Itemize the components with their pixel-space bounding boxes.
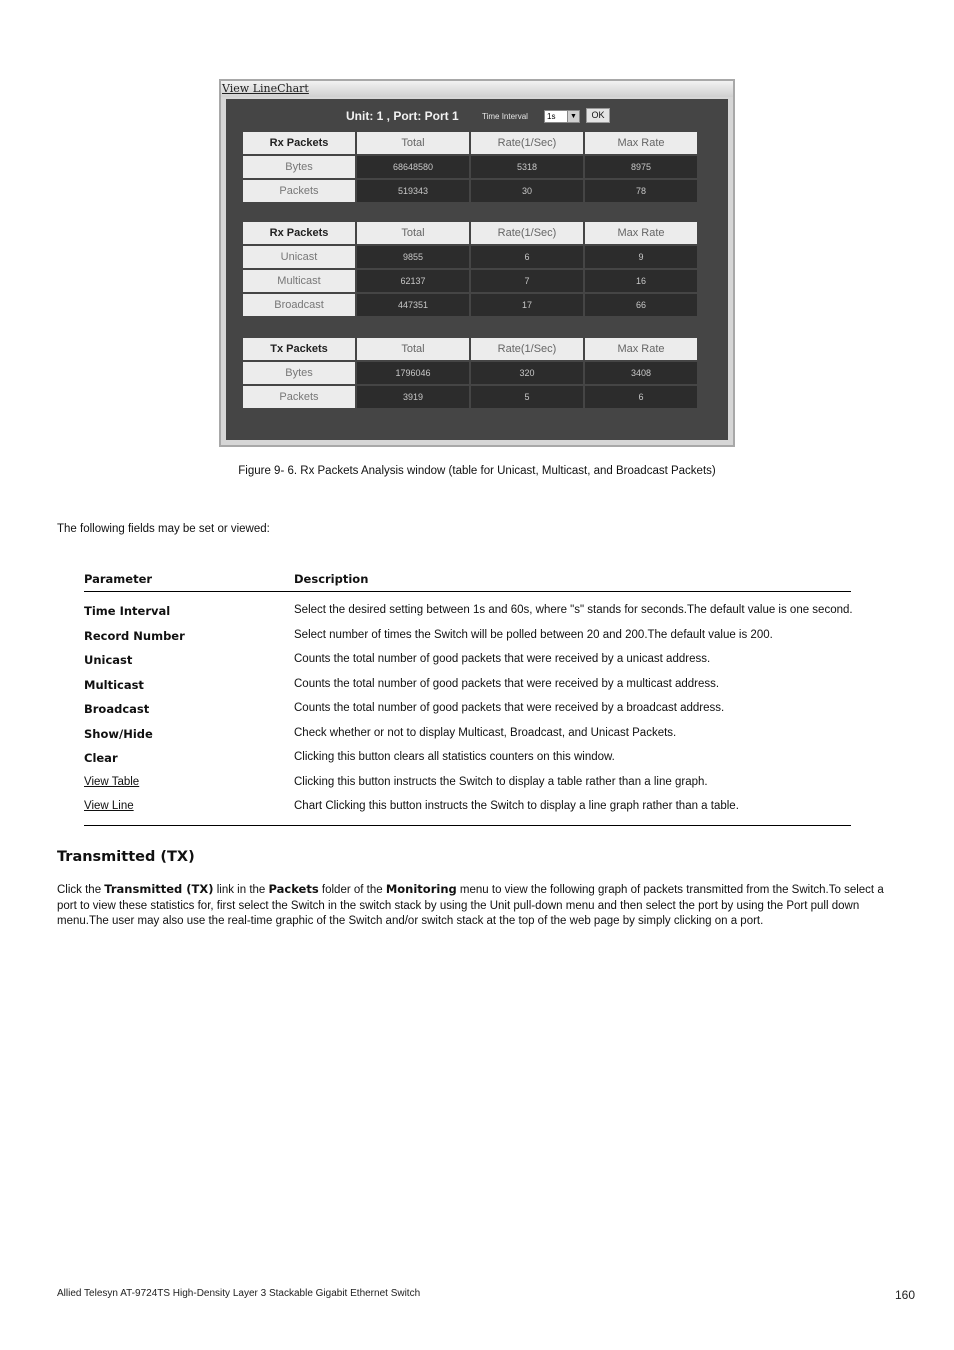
param-desc: Select number of times the Switch will be polled between 20 and 200.The default value is 200.: [294, 628, 773, 641]
rate-value: 5318: [471, 156, 583, 178]
header-cell: Total: [357, 222, 469, 244]
total-value: 447351: [357, 294, 469, 316]
header-cell: Rate(1/Sec): [471, 338, 583, 360]
header-cell: Rx Packets: [243, 132, 355, 154]
row-label: Packets: [243, 180, 355, 202]
table-header-row: [243, 338, 697, 360]
table-row: [84, 796, 851, 821]
param-name: Unicast: [84, 653, 133, 667]
chevron-down-icon[interactable]: ▼: [567, 111, 579, 122]
para-bold: Monitoring: [385, 882, 457, 896]
header-cell: Rate(1/Sec): [471, 132, 583, 154]
para-text: menu to view the following graph of packets transmitted from the Switch.To select a port to view these statistics for, first select the Switch in the switch stack by using the Unit pull-down menu and then select the port by using the Port pull down menu.The user may also use the real-time graphic of the Switch and/or switch stack at the top of the web page by simply clicking on a port.: [57, 884, 884, 928]
table-row: [243, 156, 697, 178]
header-cell: Rx Packets: [243, 222, 355, 244]
header-cell: Max Rate: [585, 132, 697, 154]
param-name: Clear: [84, 751, 118, 765]
row-label: Packets: [243, 386, 355, 408]
table-row: [84, 772, 851, 797]
row-label: Bytes: [243, 156, 355, 178]
parameter-rows: [84, 592, 851, 826]
max-rate-value: 16: [585, 270, 697, 292]
table-header-row: [243, 222, 697, 244]
time-interval-value: 1s: [547, 112, 556, 121]
para-text: folder of the: [318, 884, 386, 896]
table-row: [84, 649, 851, 674]
row-label: Unicast: [243, 246, 355, 268]
header-cell: Total: [357, 132, 469, 154]
rate-value: 320: [471, 362, 583, 384]
header-cell: Tx Packets: [243, 338, 355, 360]
max-rate-value: 9: [585, 246, 697, 268]
time-interval-select[interactable]: [544, 110, 580, 123]
rx-cast-table: [241, 220, 699, 318]
header-cell: Max Rate: [585, 222, 697, 244]
max-rate-value: 78: [585, 180, 697, 202]
param-desc: Counts the total number of good packets that were received by a unicast address.: [294, 653, 711, 665]
view-table-link[interactable]: View Table: [84, 775, 140, 788]
row-label: Bytes: [243, 362, 355, 384]
total-value: 9855: [357, 246, 469, 268]
header-cell: Rate(1/Sec): [471, 222, 583, 244]
table-row: [84, 674, 851, 699]
table-row: [84, 625, 851, 650]
table-row: [84, 747, 851, 772]
param-name: Time Interval: [84, 604, 171, 618]
param-name: Record Number: [84, 628, 185, 643]
total-value: 62137: [357, 270, 469, 292]
param-desc: Chart Clicking this button instructs the Switch to display a line graph rather than a table.: [294, 800, 739, 812]
section-title: Transmitted (TX): [57, 849, 195, 865]
table-row: [243, 294, 697, 316]
view-line-link[interactable]: View Line: [84, 800, 134, 812]
table-row: [84, 723, 851, 748]
total-value: 3919: [357, 386, 469, 408]
window-body: [226, 99, 728, 440]
param-desc: Counts the total number of good packets that were received by a multicast address.: [294, 677, 720, 690]
page-number: 160: [894, 1288, 915, 1302]
param-desc: Counts the total number of good packets that were received by a broadcast address.: [294, 702, 725, 714]
table-row: [84, 698, 851, 723]
rx-bytes-packets-table: [241, 130, 699, 204]
para-text: Click the: [57, 884, 105, 896]
table-row: [243, 362, 697, 384]
rate-value: 30: [471, 180, 583, 202]
window-title[interactable]: View LineChart: [221, 81, 733, 97]
rate-value: 5: [471, 386, 583, 408]
header-cell: Max Rate: [585, 338, 697, 360]
parameter-table-header: [84, 570, 851, 592]
body-paragraph: [57, 882, 887, 930]
rx-packets-window: [219, 79, 735, 447]
max-rate-value: 3408: [585, 362, 697, 384]
row-label: Multicast: [243, 270, 355, 292]
tx-packets-table: [241, 336, 699, 410]
rate-value: 6: [471, 246, 583, 268]
param-desc: Clicking this button clears all statistics counters on this window.: [294, 751, 615, 763]
para-text: link in the: [213, 884, 269, 896]
parameter-table: [84, 570, 851, 826]
param-desc: Select the desired setting between 1s and 60s, where "s" stands for seconds.The default value is one second.: [294, 604, 853, 616]
row-label: Broadcast: [243, 294, 355, 316]
header-cell: Total: [357, 338, 469, 360]
figure-caption: Figure 9- 6. Rx Packets Analysis window (table for Unicast, Multicast, and Broadcast Packets): [238, 465, 716, 477]
param-name: Broadcast: [84, 702, 150, 716]
total-value: 68648580: [357, 156, 469, 178]
para-bold: Packets: [268, 882, 319, 896]
param-name: Multicast: [84, 677, 144, 692]
time-interval-label: Time Interval: [482, 112, 528, 121]
header-description: Description: [294, 572, 369, 586]
max-rate-value: 66: [585, 294, 697, 316]
max-rate-value: 6: [585, 386, 697, 408]
unit-port-label: Unit: 1 , Port: Port 1: [346, 109, 459, 123]
ok-button[interactable]: OK: [586, 108, 610, 123]
table-row: [243, 386, 697, 408]
param-desc: Check whether or not to display Multicast, Broadcast, and Unicast Packets.: [294, 726, 677, 739]
rate-value: 17: [471, 294, 583, 316]
unit-port-row: [226, 107, 728, 127]
table-row: [243, 180, 697, 202]
header-parameter: Parameter: [84, 572, 153, 586]
footer-product-name: Allied Telesyn AT-9724TS High-Density Layer 3 Stackable Gigabit Ethernet Switch: [57, 1288, 421, 1299]
para-bold: Transmitted (TX): [104, 882, 214, 896]
table-row: [243, 246, 697, 268]
param-name: Show/Hide: [84, 726, 153, 741]
max-rate-value: 8975: [585, 156, 697, 178]
intro-text: The following fields may be set or viewed:: [57, 523, 270, 535]
table-row: [84, 600, 851, 625]
param-desc: Clicking this button instructs the Switch to display a table rather than a line graph.: [294, 775, 708, 788]
table-row: [243, 270, 697, 292]
total-value: 519343: [357, 180, 469, 202]
total-value: 1796046: [357, 362, 469, 384]
table-header-row: [243, 132, 697, 154]
rate-value: 7: [471, 270, 583, 292]
